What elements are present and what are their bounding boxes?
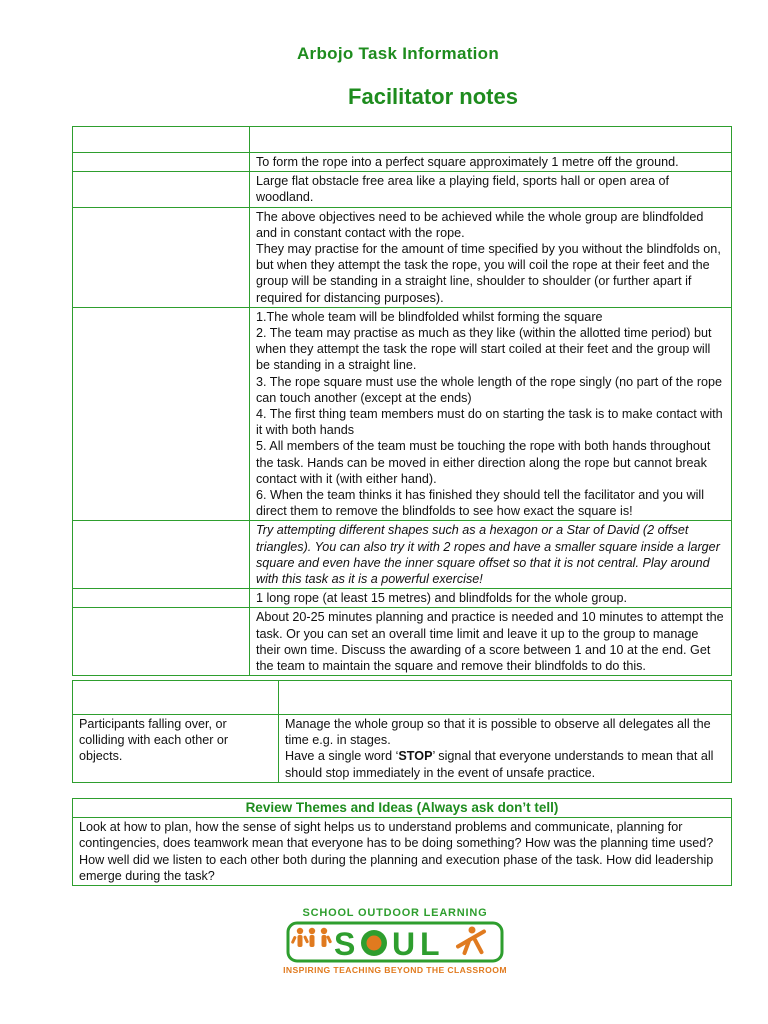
equipment-text: 1 long rope (at least 15 metres) and blindfolds for the whole group. — [250, 589, 732, 608]
logo-top-text: SCHOOL OUTDOOR LEARNING — [302, 907, 488, 919]
row-label — [73, 608, 250, 676]
table-row-location — [73, 172, 732, 207]
row-label — [73, 307, 250, 521]
table-header-row — [73, 127, 732, 153]
review-title: Review Themes and Ideas (Always ask don’t tell) — [73, 799, 732, 818]
rule-item: 2. The team may practise as much as they like (within the allotted time period) but when they attempt the task the rope will start coiled at their feet and the group will be standing in a straight line. — [256, 326, 712, 373]
timing-text: About 20-25 minutes planning and practice is needed and 10 minutes to attempt the task. Or you can set an overall time limit and leave it up to the group to manage their own time. Discuss the awarding of a score between 1 and 10 at the end. Get the team to maintain the square and remove their blindfolds to do this. — [250, 608, 732, 676]
task-info-table — [72, 126, 732, 676]
rule-item: 5. All members of the team must be touching the rope with both hands throughout the task. Hands can be moved in either direction along the rope but cannot break contact with it (with either hand). — [256, 439, 711, 486]
logo-u: U — [392, 926, 416, 962]
rules-cell — [250, 307, 732, 521]
control-measure: Manage the whole group so that it is possible to observe all delegates all the time e.g. in stages. — [285, 717, 711, 748]
table-row-rules — [73, 307, 732, 521]
soul-logo — [282, 904, 508, 976]
table-row-objective — [73, 153, 732, 172]
table-row-safety — [73, 715, 732, 783]
row-label — [73, 589, 250, 608]
briefing-cell — [250, 207, 732, 307]
row-label — [73, 153, 250, 172]
rule-item: 1.The whole team will be blindfolded whilst forming the square — [256, 309, 603, 324]
risk-text: Participants falling over, or colliding with each other or objects. — [73, 715, 279, 783]
control-text: Have a single word ‘ — [285, 749, 399, 764]
header-cell — [250, 127, 732, 153]
review-table — [72, 798, 732, 886]
stop-word: STOP — [398, 749, 433, 764]
header-cell — [73, 681, 279, 715]
table-row-timing — [73, 608, 732, 676]
table-header-row — [73, 681, 732, 715]
logo-l: L — [420, 926, 440, 962]
rule-item: 3. The rope square must use the whole length of the rope singly (no part of the rope can touch another (except at the ends) — [256, 374, 723, 405]
row-label — [73, 521, 250, 589]
soul-logo-graphic — [282, 904, 508, 976]
variations-text: Try attempting different shapes such as a hexagon or a Star of David (2 offset triangles). You can also try it with 2 ropes and have a smaller square inside a larger square and even have the inner square offset so that it is not central. Play around with this task as it is a powerful exercise! — [250, 521, 732, 589]
logo-o-center — [367, 936, 382, 951]
review-body-row — [73, 818, 732, 886]
page-title: Facilitator notes — [348, 84, 518, 109]
table-row-equipment — [73, 589, 732, 608]
objective-text: To form the rope into a perfect square approximately 1 metre off the ground. — [250, 153, 732, 172]
review-text: Look at how to plan, how the sense of sight helps us to understand problems and communicate, planning for contingencies, does teamwork mean that everyone has to be doing something? How was the planning time used? How well did we listen to each other both during the planning and execution phase of the task. How did leadership emerge during the task? — [73, 818, 732, 886]
logo-s: S — [334, 926, 356, 962]
task-title: Arbojo Task Information — [296, 44, 500, 63]
control-measure — [285, 748, 725, 780]
safety-table — [72, 680, 732, 783]
logo-tagline: INSPIRING TEACHING BEYOND THE CLASSROOM — [283, 965, 507, 975]
control-text: ’ signal that everyone understands to mean that all should stop immediately in the event of unsafe practice. — [285, 749, 714, 780]
review-title-row — [73, 799, 732, 818]
rule-item: 6. When the team thinks it has finished they should tell the facilitator and you will direct them to remove the blindfolds to see how exact the square is! — [256, 488, 705, 519]
briefing-paragraph: They may practise for the amount of time specified by you without the blindfolds on, but when they attempt the task the rope, you will coil the rope at their feet and the group will be standing in a straight line, shoulder to shoulder (or further apart if required for distancing purposes). — [256, 242, 721, 305]
rule-item: 4. The first thing team members must do on starting the task is to make contact with it with both hands — [256, 407, 723, 438]
header-cell — [73, 127, 250, 153]
table-row-variations — [73, 521, 732, 589]
table-row-briefing — [73, 207, 732, 307]
row-label — [73, 207, 250, 307]
row-label — [73, 172, 250, 207]
header-cell — [279, 681, 732, 715]
location-text: Large flat obstacle free area like a playing field, sports hall or open area of woodland. — [250, 172, 732, 207]
briefing-paragraph: The above objectives need to be achieved while the whole group are blindfolded and in constant contact with the rope. — [256, 209, 704, 240]
control-cell — [279, 715, 732, 783]
